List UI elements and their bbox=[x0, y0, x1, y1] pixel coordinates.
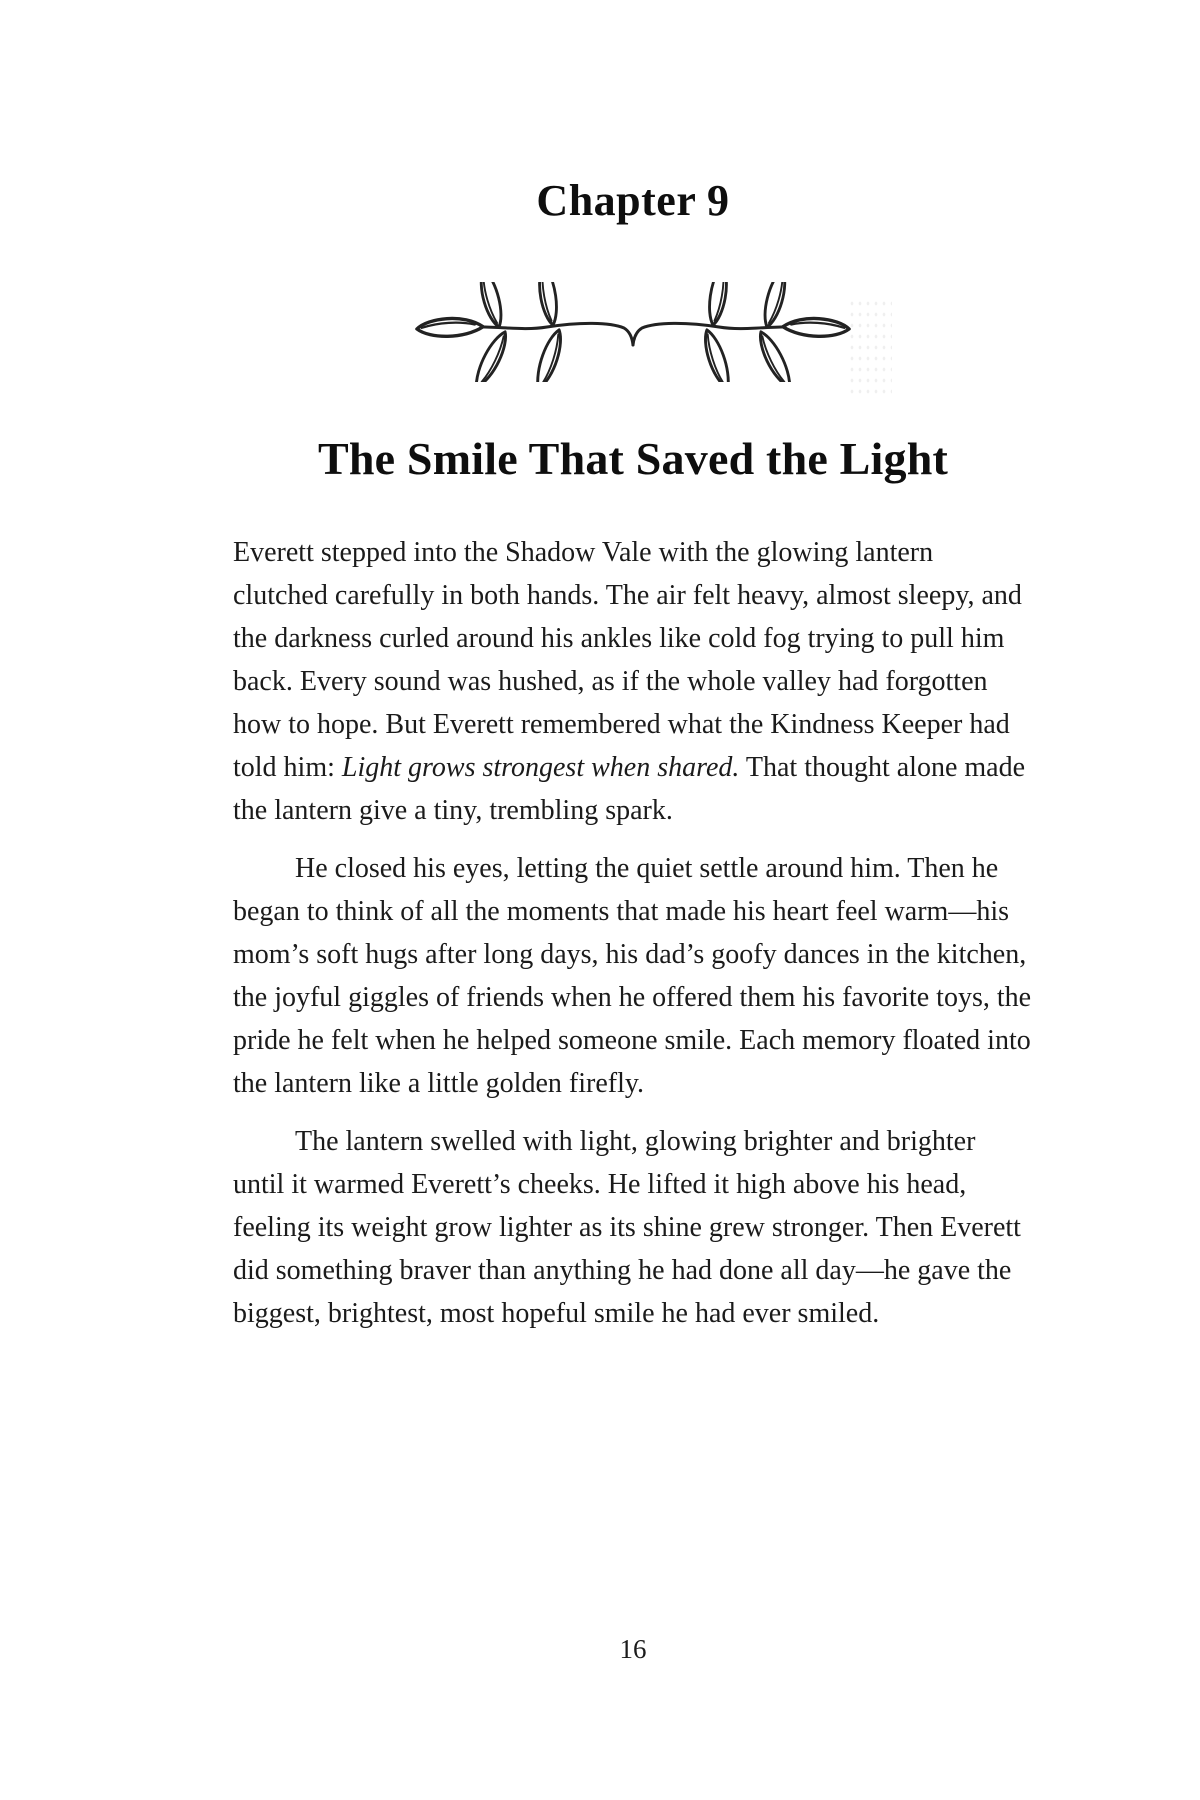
story-segment: That thought alone made the lantern give a tiny, trembling spark. bbox=[233, 751, 1026, 826]
chapter-title: The Smile That Saved the Light bbox=[317, 433, 949, 485]
laurel-divider-ornament bbox=[233, 282, 1033, 382]
story-paragraph bbox=[233, 1120, 1033, 1335]
story-paragraph bbox=[233, 847, 1033, 1105]
story-segment: Everett stepped into the Shadow Vale with the glowing lantern clutched carefully in both hands. The air felt heavy, almost sleepy, and the darkness curled around his ankles like cold fog trying to pull him back. Every sound was hushed, as if the whole valley had forgotten how to hope. But Everett remembered what the Kindness Keeper had told him: bbox=[233, 536, 1022, 783]
story-paragraph bbox=[233, 531, 1033, 832]
story-segment: The lantern swelled with light, glowing brighter and brighter until it warmed Everett’s cheeks. He lifted it high above his head, feeling its weight grow lighter as its shine grew stronger. Then Everett did something braver than anything he had done all day—he gave the biggest, brightest, most hopeful smile he had ever smiled. bbox=[233, 1125, 1021, 1329]
laurel-leaf-divider-icon bbox=[413, 282, 853, 382]
book-page bbox=[233, 0, 1033, 1800]
story-segment: He closed his eyes, letting the quiet settle around him. Then he began to think of all the moments that made his heart feel warm—his mom’s soft hugs after long days, his dad’s goofy dances in the kitchen, the joyful giggles of friends when he offered them his favorite toys, the pride he felt when he helped someone smile. Each memory floated into the lantern like a little golden firefly. bbox=[233, 852, 1032, 1099]
story-segment-italic: Light grows strongest when shared. bbox=[341, 751, 740, 783]
page-number: 16 bbox=[619, 1634, 647, 1664]
story-text bbox=[233, 531, 1033, 1335]
chapter-heading: Chapter 9 bbox=[536, 176, 730, 225]
